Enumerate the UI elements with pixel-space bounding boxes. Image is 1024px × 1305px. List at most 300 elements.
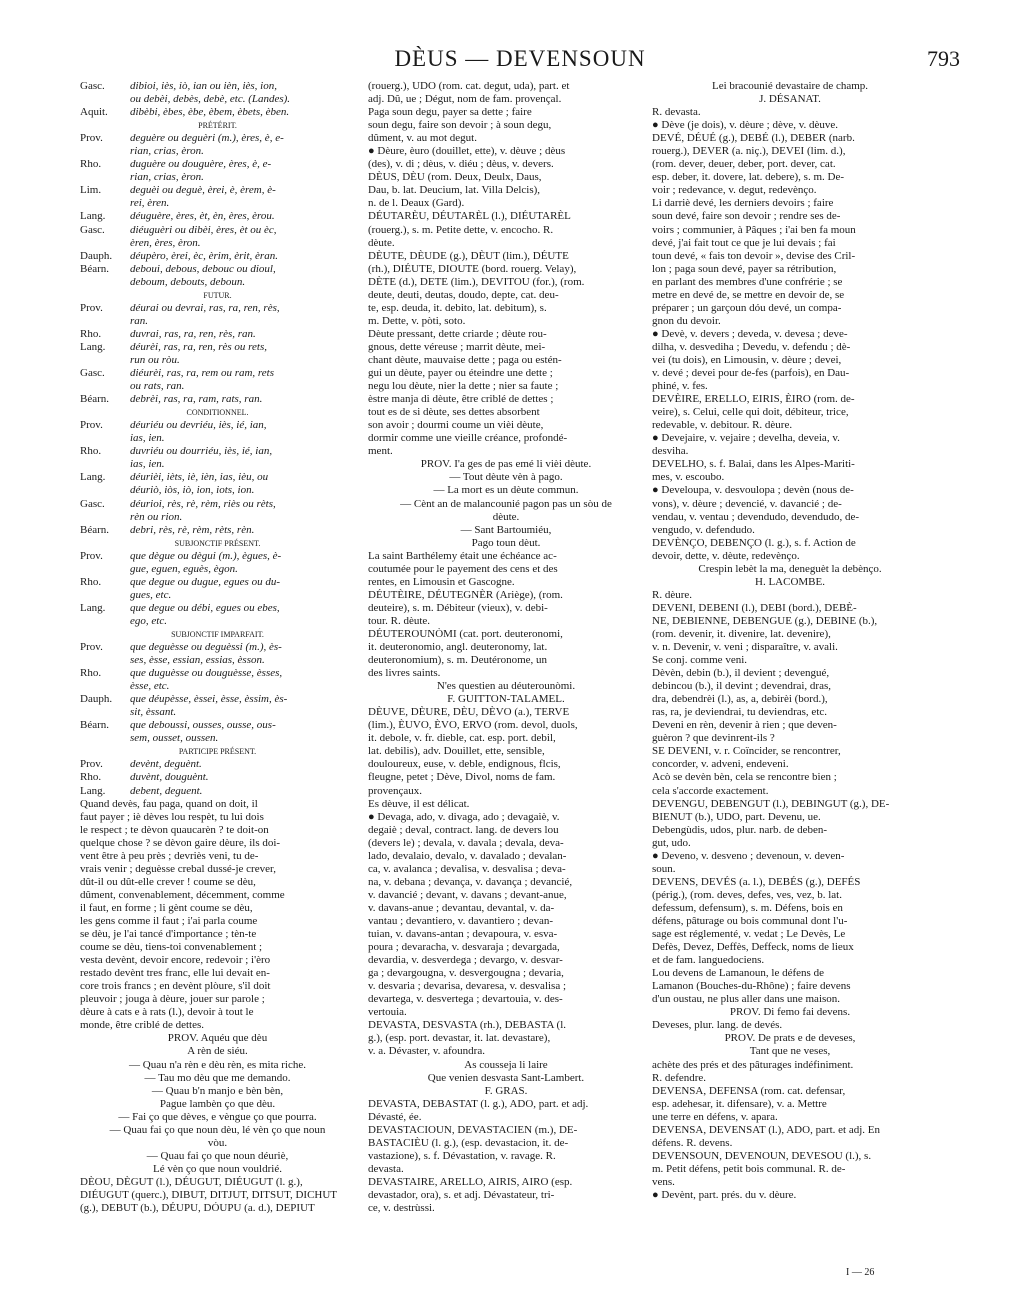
text-line: rentes, en Limousin et Gascogne. [368, 575, 515, 588]
column-2 [368, 80, 644, 1290]
text-line: (périg.), (rom. deves, defes, ves, vez, b. lat. [652, 888, 842, 901]
text-line: vendau, v. ventau ; devendudo, devendudo, de- [652, 510, 860, 523]
text-line: dûment, v. au mot degut. [368, 132, 477, 145]
conjugation-row [80, 263, 355, 276]
dialect-label [80, 615, 130, 628]
text-line: Crespin lebèt la ma, deneguèt la debènço. [698, 562, 882, 575]
text-line: dormir comme une vieille créance, profondé- [368, 432, 568, 445]
text-line: R. dèure. [652, 588, 693, 601]
conjugation-row [80, 367, 355, 380]
text-line: Dèute pressant, dette criarde ; dèute rou- [368, 327, 547, 340]
text-line: — Tau mo dèu que me demando. [144, 1071, 291, 1084]
form-text: PRÉTÉRIT. [198, 121, 237, 131]
text-line: DEVÈIRE, ERELLO, EIRIS, ÈIRO (rom. de- [652, 393, 855, 406]
conjugation-row [80, 145, 355, 158]
dialect-label: Béarn. [80, 523, 110, 536]
text-line: te, esp. deuda, it. debito, lat. debitum), s. [368, 301, 547, 314]
form-text: déuguère, ères, èt, èn, ères, èrou. [130, 210, 275, 223]
entry-text [652, 589, 928, 1007]
dialect-label: Gasc. [80, 497, 105, 510]
form-text: sem, ousset, oussen. [130, 732, 219, 745]
text-line: N'es questien au déuterounòmi. [436, 680, 576, 693]
form-text: SUBJONCTIF IMPARFAIT. [171, 629, 264, 639]
text-line: concorder, v. adveni, endeveni. [652, 758, 789, 771]
proverbs [368, 458, 644, 523]
text-line: v. davans-anue ; devantau, devantal, v. da- [368, 901, 555, 914]
conjugation-row [80, 315, 355, 328]
form-text: déuriéu ou devriéu, iès, ié, ian, [130, 419, 267, 432]
text-line: v. desvaria ; devarisa, devaresa, v. desvalisa ; [368, 980, 567, 993]
text-line: une terre en défens, v. apara. [652, 1110, 778, 1123]
text-line: Lé vèn ço que noun vouldrié. [153, 1162, 282, 1175]
text-line: vens. [652, 1175, 675, 1188]
form-text: rian, crias, èron. [130, 171, 204, 184]
text-line: devastador, ora), s. et adj. Dévastateur, tri- [368, 1188, 555, 1201]
form-text: èren, ères, èron. [130, 236, 201, 249]
conjugation-row [80, 524, 355, 537]
form-text: èsse, etc. [130, 680, 170, 693]
dialect-label: Dauph. [80, 693, 113, 706]
text-line: deute, deuti, deutas, doudo, depte, cat. deu- [368, 288, 559, 301]
text-line: coutumée pour le payement des cens et des [368, 562, 558, 575]
conjugation-row [80, 276, 355, 289]
dialect-label: Rho. [80, 575, 102, 588]
conjugation-row [80, 432, 355, 445]
text-line: ● Devè, v. devers ; deveda, v. devesa ; deve- [652, 327, 848, 340]
text-line: DEVENSOUN, DEVENOUN, DEVESOU (l.), s. [652, 1149, 872, 1162]
dialect-label [80, 171, 130, 184]
text-line: dèure à cats e à rats (l.), devoir à tout le [80, 1006, 254, 1019]
text-line: vent être à peu près ; devriès veni, tu de- [80, 849, 259, 862]
text-line: R. defendre. [652, 1071, 707, 1084]
quotation [652, 563, 928, 589]
text-line: Quand devès, fau paga, quand on doit, il [80, 797, 258, 810]
text-line: soun. [652, 862, 676, 875]
text-line: tour. R. dèute. [368, 614, 431, 627]
text-line: vons), v. dèure ; devencié, v. davancié ; de- [652, 497, 842, 510]
text-line: phiné, v. fes. [652, 380, 708, 393]
text-line: — La mort es un dèute commun. [433, 484, 579, 497]
form-text: deboum, debouts, deboun. [130, 275, 246, 288]
proverbs [652, 1032, 928, 1058]
text-line: Acò se devèn bèn, cela se rencontre bien ; [652, 771, 837, 784]
text-line: DEVASTACIOUN, DEVASTACIEN (m.), DE- [368, 1123, 578, 1136]
text-line: (devers le) ; devala, v. davala ; devala, deva- [368, 836, 564, 849]
text-line: rouerg.), DEVER (a. niç.), DEVEI (lim. d.), [652, 145, 846, 158]
column-3 [652, 80, 928, 1290]
text-line: restado devènt tres franc, elle lui devait en- [80, 967, 270, 980]
text-line: PROV. I'a ges de pas emé li vièi dèute. [420, 458, 592, 471]
dialect-label [80, 654, 130, 667]
dialect-label [80, 145, 130, 158]
text-line: v. davancié ; devant, v. davans ; devant-anue, [368, 888, 567, 901]
form-text: ou rats, ran. [130, 380, 185, 393]
entry-text [368, 550, 644, 680]
dialect-label [80, 197, 130, 210]
conjugation-row [80, 498, 355, 511]
conjugation-row [80, 158, 355, 171]
form-text: deguère ou deguèri (m.), ères, è, e- [130, 132, 284, 145]
conjugation-row [80, 302, 355, 315]
conjugation-row [80, 445, 355, 458]
form-text: ego, etc. [130, 614, 167, 627]
quotation [368, 1059, 644, 1098]
text-line: devardia, v. desverdega ; devargo, v. desvar- [368, 954, 563, 967]
text-line: esp. deber, it. dovere, lat. debere), s. m. De- [652, 171, 844, 184]
text-line: devasta. [368, 1162, 404, 1175]
text-line: Pague lambèn ço que dèu. [159, 1097, 276, 1110]
text-line: ● Dève (je dois), v. dèure ; dève, v. dèuve. [652, 119, 839, 132]
text-line: DÉUTARÈU, DÉUTARÈL (l.), DIÉUTARÈL [368, 210, 571, 223]
text-line: na, v. debana ; devança, v. davança ; devancié, [368, 875, 573, 888]
form-text: rei, èren. [130, 197, 170, 210]
text-line: DEVENSA, DEVENSAT (l.), ADO, part. et adj. En [652, 1123, 881, 1136]
form-text: rèn ou rion. [130, 510, 183, 523]
conjugation-row [80, 93, 355, 106]
text-line: en parlant des membres d'une confrérie ; se [652, 275, 843, 288]
text-line: ce, v. destrùssi. [368, 1202, 435, 1215]
conjugation-row [80, 106, 355, 119]
dialect-label [80, 237, 130, 250]
text-line: redevable, v. debitour. R. dèure. [652, 419, 793, 432]
text-line: — Quau fai ço que noun déuriè, [146, 1149, 289, 1162]
text-line: dût-il ou dût-elle crever ! coume se dèu, [80, 875, 256, 888]
text-line: Se conj. comme veni. [652, 654, 748, 667]
text-line: BIENUT (b.), UDO, part. Devenu, ue. [652, 810, 821, 823]
text-line: n. de l. Deaux (Gard). [368, 197, 465, 210]
text-line: d'un oustau, ne plus aller dans une maison. [652, 993, 841, 1006]
text-line: — Cènt an de malancounié pagon pas un sòu de [400, 497, 612, 510]
text-line: soun devé, faire son devoir ; rendre ses de- [652, 210, 841, 223]
text-line: (rouerg.), UDO (rom. cat. degut, uda), part. et [368, 80, 570, 92]
text-line: douloureux, euse, v. deble, endignous, flcis, [368, 758, 561, 771]
text-line: vesta devènt, devoir encore, redevoir ; i'èro [80, 954, 271, 967]
dialect-label [80, 484, 130, 497]
dialect-label: Gasc. [80, 80, 105, 92]
text-line: core trois francs ; en devènt plòure, s'il doit [80, 980, 271, 993]
text-line: DÉUTÈIRE, DÉUTEGNÈR (Ariège), (rom. [368, 588, 563, 601]
conjugation-row [80, 393, 355, 406]
form-text: dibioi, iès, iò, ian ou ièn, iès, ion, [130, 80, 277, 92]
text-line: faut payer ; iè dèves lou respèt, tu lui dois [80, 810, 264, 823]
column-1 [80, 80, 355, 1290]
form-text: sit, èssant. [130, 706, 177, 719]
conjugation-row [80, 785, 355, 798]
form-text: déurioi, rès, rè, rèm, riès ou rèts, [130, 497, 276, 510]
form-text: deboui, debous, debouc ou dioul, [130, 262, 276, 275]
text-line: chant dèute, mauvaise dette ; paga ou estén- [368, 353, 562, 366]
dialect-label: Lang. [80, 601, 106, 614]
conjugation-row [80, 197, 355, 210]
text-line: se dèu, je l'ai tancé d'importance ; tèn-te [80, 928, 257, 941]
conjugation-row [80, 354, 355, 367]
text-line: H. LACOMBE. [755, 575, 825, 588]
dialect-label [80, 432, 130, 445]
text-line: vengudo, v. defendudo. [652, 523, 755, 536]
entry-text [368, 706, 644, 1058]
text-line: ras, ra, je deviendrai, tu deviendras, etc. [652, 706, 828, 719]
proverbs [652, 1006, 928, 1019]
text-line: toun devé, « fais ton devoir », devise des Cril- [652, 249, 856, 262]
dialect-label: Prov. [80, 301, 103, 314]
dialect-label: Rho. [80, 771, 102, 784]
text-line: fleugne, petet ; Dève, Divol, noms de fam. [368, 771, 556, 784]
text-line: monde, être criblé de dettes. [80, 1019, 205, 1032]
dialect-label: Prov. [80, 419, 103, 432]
text-line: ca, v. avalanca ; devalisa, v. desvalisa ; deva- [368, 862, 566, 875]
page-number: 793 [927, 46, 960, 71]
text-line: ga ; devargougna, v. desvergougna ; devaria, [368, 967, 564, 980]
text-line: Lei bracounié devastaire de champ. [711, 80, 869, 92]
text-line: negu lou dèute, nier la dette ; nier sa faute ; [368, 380, 559, 393]
text-line: Lamanon (Bouches-du-Rhône) ; faire devens [652, 980, 851, 993]
text-line: (rom. devenir, it. divenire, lat. devenire), [652, 627, 831, 640]
form-text: que deboussi, ousses, ousse, ous- [130, 719, 276, 732]
text-line: R. devasta. [652, 106, 701, 119]
form-text: déupèro, èrei, èc, èrim, èrit, èran. [130, 249, 278, 262]
conjugation-row [80, 602, 355, 615]
text-line: vrais venir ; deguèsse crebal dussé-je crever, [80, 862, 276, 875]
dialect-label: Lang. [80, 471, 106, 484]
conjugation-row [80, 484, 355, 497]
form-text: ou debèi, debès, debè, etc. (Landes). [130, 93, 291, 106]
text-line: ● Deveno, v. desveno ; devenoun, v. deven- [652, 849, 845, 862]
conjugation-table [80, 80, 355, 798]
text-line: voirs ; communier, à Pâques ; i'ai ben fa moun [652, 223, 856, 236]
conjugation-row [80, 119, 355, 132]
text-line: lado, devalaio, devalo, v. davalado ; devalan- [368, 849, 567, 862]
form-text: duvriéu ou dourriéu, iès, ié, ian, [130, 445, 273, 458]
text-line: le respect ; te dèvon quaucarèn ? te doit-on [80, 823, 269, 836]
proverbs [80, 1032, 355, 1176]
text-line: BASTACIÈU (l. g.), (esp. devastacion, it. de- [368, 1136, 569, 1149]
text-line: il faut, en forme ; li gènt coume se dèu, [80, 901, 253, 914]
text-line: Dévasté, ée. [368, 1110, 422, 1123]
conjugation-row [80, 237, 355, 250]
dialect-label: Prov. [80, 641, 103, 654]
text-line: g.), (esp. port. devastar, it. lat. devastare), [368, 1032, 551, 1045]
text-line: devoir, dette, v. dèute, redevènço. [652, 549, 800, 562]
text-line: (lim.), ÈUVO, ÈVO, ERVO (rom. devol, duols, [368, 719, 578, 732]
conjugation-row [80, 758, 355, 771]
conjugation-row [80, 419, 355, 432]
text-line: lon ; paga soun devé, payer sa rétribution, [652, 262, 837, 275]
conjugation-row [80, 328, 355, 341]
text-line: Defès, Devez, Deffès, Deffeck, noms de lieux [652, 941, 854, 954]
conjugation-row [80, 693, 355, 706]
text-line: mes, v. escoubo. [652, 471, 725, 484]
text-line: DIÉUGUT (querc.), DIBUT, DITJUT, DITSUT, DICHUT [80, 1188, 338, 1201]
text-line: DEVENSA, DEFENSA (rom. cat. defensar, [652, 1084, 846, 1097]
dialect-label [80, 706, 130, 719]
form-text: que déupèsse, èssei, èsse, èssim, ès- [130, 693, 288, 706]
text-line: dûment, convenablement, décemment, comme [80, 888, 285, 901]
text-line: Deveses, plur. lang. de devés. [652, 1019, 783, 1032]
text-line: m. Petit défens, petit bois communal. R. de- [652, 1162, 846, 1175]
conjugation-row [80, 380, 355, 393]
text-line: DEVÉ, DÉUÉ (g.), DEBÉ (l.), DEBER (narb. [652, 132, 855, 145]
dialect-label: Rho. [80, 445, 102, 458]
text-line: ● Devaga, ado, v. divaga, ado ; devagaiè, v. [368, 810, 560, 823]
text-line: coume se dèu, tiens-toi convenablement ; [80, 941, 263, 954]
dialect-label: Prov. [80, 132, 103, 145]
form-text: que degue ou dugue, egues ou du- [130, 575, 280, 588]
form-text: dibèbi, èbes, èbe, èbem, èbets, èben. [130, 106, 290, 119]
form-text: ses, èsse, essian, essias, èsson. [130, 654, 265, 667]
conjugation-row [80, 589, 355, 602]
form-text: duvrai, ras, ra, ren, rès, ran. [130, 327, 256, 340]
text-line: dilha, v. desvediha ; Devedu, v. defendu ; dè- [652, 340, 851, 353]
text-line: Es dèuve, il est délicat. [368, 797, 470, 810]
form-text: rian, crias, èron. [130, 145, 204, 158]
text-line: défens. R. devens. [652, 1136, 733, 1149]
text-line: deuteronomium), s. m. Deutéronome, un [368, 654, 548, 667]
form-text: devènt, deguènt. [130, 758, 202, 771]
text-line: desviha. [652, 445, 689, 458]
dialect-label: Prov. [80, 549, 103, 562]
text-line: NE, DEBIENNE, DEBENGUE (g.), DEBINE (b.), [652, 614, 878, 627]
conjugation-row [80, 132, 355, 145]
conjugation-row [80, 458, 355, 471]
entry-text [652, 106, 928, 563]
text-line: v. a. Dévaster, v. afoundra. [368, 1045, 485, 1058]
text-line: ● Develoupa, v. desvoulopa ; devèn (nous de- [652, 484, 854, 497]
dialect-label: Lang. [80, 784, 106, 797]
text-line: DEVÈNÇO, DEBENÇO (l. g.), s. f. Action de [652, 536, 856, 549]
text-line: (g.), DEBUT (b.), DÉUPU, DÓUPU (a. d.), DEPIUT [80, 1202, 315, 1215]
text-line: DEVENI, DEBENI (l.), DEBI (bord.), DEBÈ- [652, 601, 857, 614]
text-line: les gens comme il faut ; i'ai parla coume [80, 915, 258, 927]
text-line: dra, debendrèi (l.), as, a, debirèi (bord.), [652, 693, 828, 706]
conjugation-row [80, 224, 355, 237]
conjugation-row [80, 80, 355, 93]
form-text: déuriò, iòs, iò, ion, iots, ion. [130, 484, 255, 497]
text-line: degaiè ; deval, contract. lang. de devers lou [368, 823, 559, 836]
text-line: — Quau n'a rèn e dèu rèn, es mita riche. [129, 1058, 306, 1071]
text-line: vantau ; devantiero, v. davantiero ; devan- [368, 915, 553, 927]
text-line: Debengùdis, udos, plur. narb. de deben- [652, 823, 828, 836]
text-line: (rom. dever, deuer, deber, port. dever, cat. [652, 158, 836, 171]
text-line: Li darriè devé, les derniers devoirs ; faire [652, 197, 834, 210]
conjugation-row [80, 615, 355, 628]
form-text: SUBJONCTIF PRÉSENT. [174, 538, 261, 548]
form-text: duguère ou douguère, ères, è, e- [130, 158, 272, 171]
dialect-label [80, 563, 130, 576]
conjugation-row [80, 680, 355, 693]
dialect-label: Prov. [80, 758, 103, 771]
dialect-label [80, 511, 130, 524]
text-line: gnon du devoir. [652, 314, 721, 327]
text-line: poura ; devaracha, v. desvaraja ; devargada, [368, 941, 560, 954]
text-line: lat. debilis), adv. Douillet, ette, sensible, [368, 745, 545, 758]
text-line: Lou devens de Lamanoun, le défens de [652, 967, 824, 980]
dialect-label [80, 732, 130, 745]
text-line: DÉUTEROUNÒMI (cat. port. deuteronomi, [368, 627, 563, 640]
form-text: ias, ien. [130, 458, 165, 471]
dialect-label: Béarn. [80, 262, 110, 275]
conjugation-row [80, 667, 355, 680]
dialect-label [80, 380, 130, 393]
text-line: Pago toun dèut. [471, 536, 541, 549]
text-line: provençaux. [368, 784, 423, 797]
text-line: F. GRAS. [484, 1084, 528, 1097]
text-line: sage est réglementé, v. vedat ; Le Devès, Le [652, 928, 846, 941]
conjugation-row [80, 171, 355, 184]
text-line: DEVASTAIRE, ARELLO, AIRIS, AIRO (esp. [368, 1175, 573, 1188]
entry-text [368, 1098, 644, 1215]
text-line: gui un dèute, payer ou éteindre une dette ; [368, 367, 553, 380]
dialect-label [80, 458, 130, 471]
text-line: Paga soun degu, payer sa dette ; faire [368, 106, 532, 119]
conjugation-row [80, 563, 355, 576]
text-line: Deveni en rèn, devenir à rien ; que deven- [652, 719, 837, 732]
text-line: it. debole, v. fr. dieble, cat. esp. port. debil, [368, 732, 556, 745]
text-line: DEVELHO, s. f. Balai, dans les Alpes-Mariti- [652, 458, 855, 471]
text-line: guèron ? que devinrent-ils ? [652, 732, 775, 745]
text-line: PROV. De prats e de deveses, [724, 1032, 856, 1045]
text-line: vastazione), s. f. Dévastation, v. ravage. R. [368, 1149, 556, 1162]
running-title: DÈUS — DEVENSOUN [394, 46, 646, 71]
text-line: son avoir ; dourmi coume un vièi dèute, [368, 419, 544, 432]
text-line: DÈUTE, DÈUDE (g.), DÈUT (lim.), DÉUTE [368, 249, 569, 262]
form-text: debri, rès, rè, rèm, rèts, rèn. [130, 523, 255, 536]
usage-text [80, 798, 355, 1033]
text-line: ment. [368, 445, 393, 458]
dialect-label: Dauph. [80, 249, 113, 262]
text-line: dèute. [492, 510, 520, 523]
text-line: A rèn de siéu. [187, 1045, 248, 1058]
text-line: deuteire), s. m. Débiteur (vieux), v. debi- [368, 601, 548, 614]
text-line: défens, pâturage ou bois communal dont l'u- [652, 915, 848, 927]
form-text: déurèi, ras, ra, ren, rès ou rets, [130, 340, 267, 353]
conjugation-row [80, 576, 355, 589]
conjugation-row [80, 732, 355, 745]
form-text: CONDITIONNEL. [186, 408, 249, 418]
text-line: (des), v. di ; dèus, v. diéu ; dèus, v. devers. [368, 158, 554, 171]
entry-text [652, 1059, 928, 1203]
dialect-label: Béarn. [80, 393, 110, 406]
text-line: voir ; redevance, v. degut, redevènço. [652, 184, 817, 197]
text-line: devartega, v. desvertega ; devartouia, v. des- [368, 993, 563, 1006]
text-line: (rh.), DIÉUTE, DIOUTE (bord. rouerg. Velay), [368, 262, 577, 275]
dialect-label [80, 315, 130, 328]
entry-text [368, 80, 644, 458]
text-line: tuian, v. davans-antan ; devapoura, v. esva- [368, 928, 558, 941]
conjugation-row [80, 289, 355, 302]
form-text: FUTUR. [203, 290, 232, 300]
text-line: DEVENGU, DEBENGUT (l.), DEBINGUT (g.), DE- [652, 797, 890, 810]
form-text: debent, deguent. [130, 784, 203, 797]
text-line: devé, j'ai fait tout ce que je lui devais ; fai [652, 236, 836, 249]
text-line: vòu. [207, 1136, 228, 1149]
conjugation-row [80, 550, 355, 563]
form-text: deguèi ou deguè, èrei, è, èrem, è- [130, 184, 276, 197]
dialect-label: Gasc. [80, 223, 105, 236]
conjugation-row [80, 771, 355, 784]
text-line: — Tout dèute vèn à pago. [449, 471, 563, 484]
form-text: que degue ou débi, egues ou ebes, [130, 601, 280, 614]
form-text: ias, ien. [130, 432, 165, 445]
text-line: gut, udo. [652, 836, 691, 849]
text-line: — Quau b'n manjo e bèn bèn, [151, 1084, 284, 1097]
text-line: et de fam. languedociens. [652, 954, 765, 967]
text-line: tout es de si dèute, ses dettes absorbent [368, 406, 540, 419]
conjugation-row [80, 210, 355, 223]
text-line: DÈTE (d.), DETE (lim.), DEVITOU (for.), (rom. [368, 275, 585, 288]
text-line: — Fai ço que dèves, e vèngue ço que pourra. [118, 1110, 317, 1123]
text-line: adj. Dû, ue ; Dégut, nom de fam. provençal. [368, 93, 562, 106]
quotation [368, 524, 644, 550]
